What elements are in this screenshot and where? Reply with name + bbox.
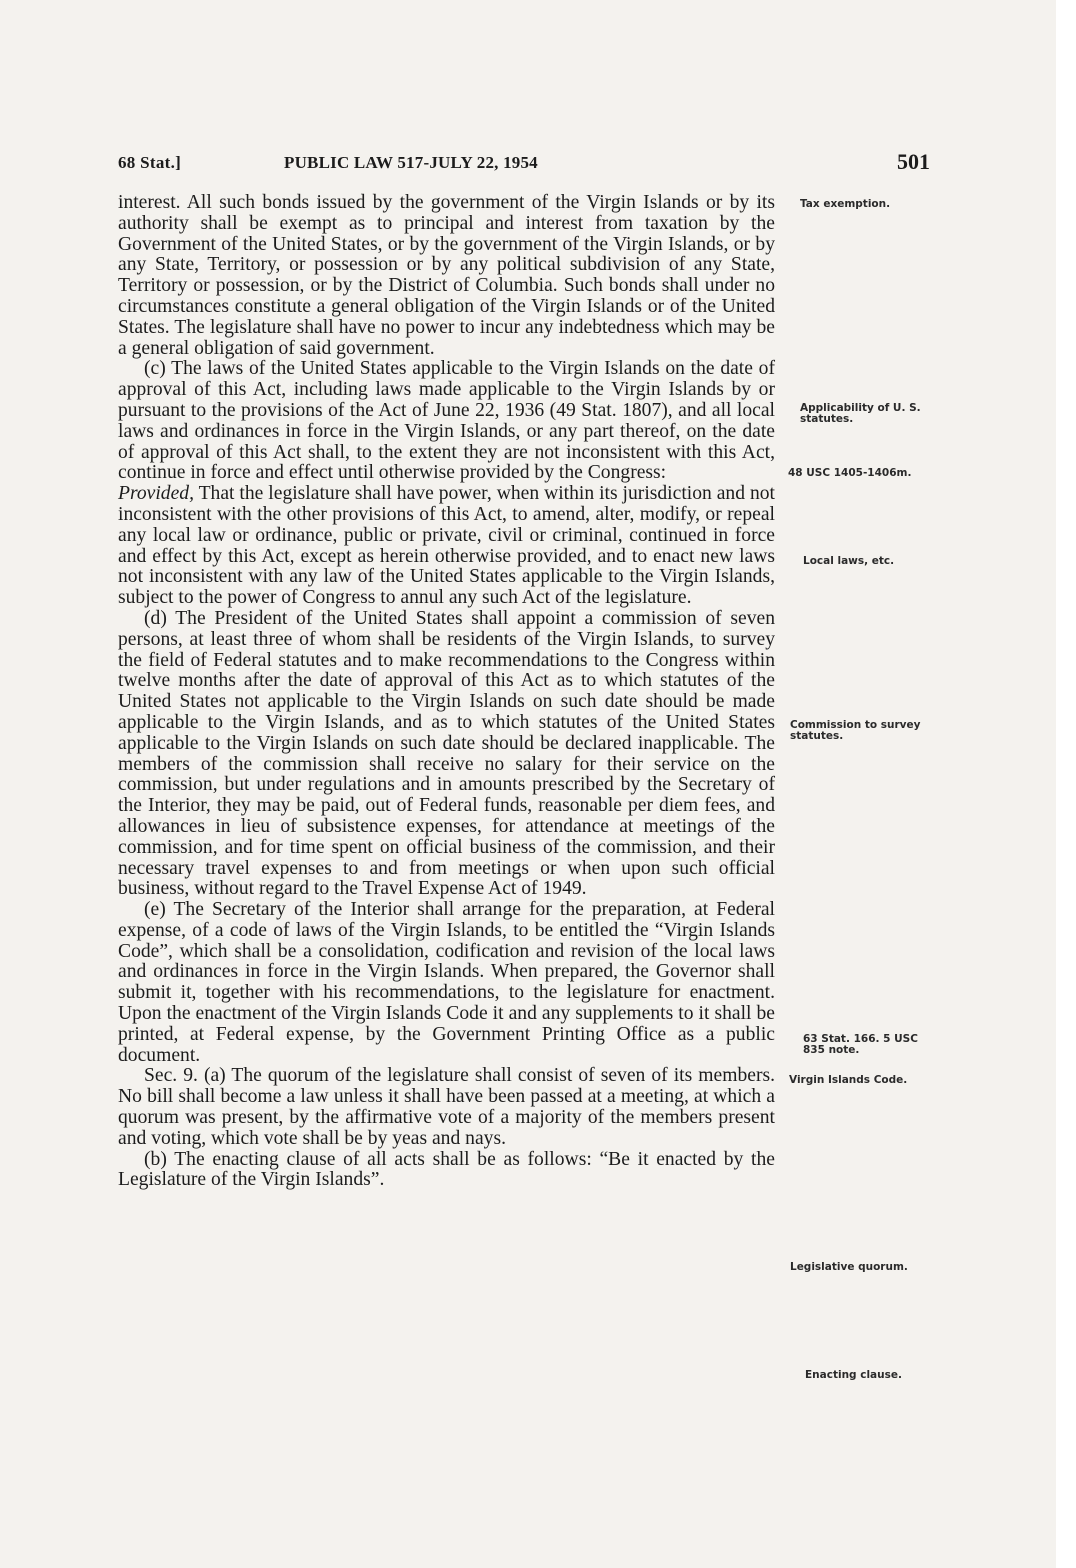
section-9-b: (b) The enacting clause of all acts shall be as follows: “Be it enacted by the Legislature of the Virgin Islands”. xyxy=(118,1148,775,1191)
paragraph-c: (c) The laws of the United States applicable to the Virgin Islands on the date of approval of this Act, including laws made applicable to the Virgin Islands by or pursuant to the provisions of the Act of June 22, 1936 (49 Stat. 1807), and all local laws and ordinances in force in the Virgin Islands, or any part thereof, on the date of approval of this Act shall, to the extent they are not inconsistent with this Act, continue in force and effect until otherwise provided by the Congress: xyxy=(118,358,775,484)
paragraph-bonds: interest. All such bonds issued by the government of the Virgin Islands or by its authority shall be exempt as to principal and interest from taxation by the Government of the United States, or by the government of the Virgin Islands, or by any State, Territory, or possession or by any political subdivision of any State, Territory or possession, or by the District of Columbia. Such bonds shall under no circumstances constitute a general obligation of the Virgin Islands or of the United States. The legislature shall have no power to incur any indebtedness which may be a general obligation of said government. xyxy=(118,192,775,359)
margin-note-commission: Commission to survey statutes. xyxy=(790,719,921,742)
paragraph-c-proviso xyxy=(118,484,775,609)
section-9-a: Sec. 9. (a) The quorum of the legislature shall consist of seven of its members. No bill shall become a law unless it shall have been passed at a meeting, at which a quorum was present, by the affirmative vote of a majority of the members present and voting, which vote shall be by yeas and nays. xyxy=(118,1065,775,1149)
proviso-text: That the legislature shall have power, when within its jurisdiction and not inconsistent with the other provisions of this Act, to amend, alter, modify, or repeal any local law or ordinance, public or private, civil or criminal, continued in force and effect by this Act, except as herein otherwise provided, and to enact new laws not inconsistent with any law of the United States applicable to the Virgin Islands, subject to the power of Congress to annul any such Act of the legislature. xyxy=(118,483,775,609)
running-title: PUBLIC LAW 517-JULY 22, 1954 xyxy=(284,153,538,172)
provided-term: Provided, xyxy=(118,483,194,505)
page-header xyxy=(118,149,930,179)
margin-note-quorum: Legislative quorum. xyxy=(790,1261,908,1273)
statute-volume: 68 Stat.] xyxy=(118,153,182,172)
margin-note-stat-citation: 63 Stat. 166. 5 USC 835 note. xyxy=(803,1033,918,1056)
margin-note-local-laws: Local laws, etc. xyxy=(803,555,895,567)
margin-note-enacting-clause: Enacting clause. xyxy=(805,1369,902,1381)
paragraph-e: (e) The Secretary of the Interior shall arrange for the preparation, at Federal expense, of a code of laws of the Virgin Islands, to be entitled the “Virgin Islands Code”, which shall be a consolidation, codification and revision of the local laws and ordinances in force in the Virgin Islands. When prepared, the Governor shall submit it, together with his recommendations, to the legislature for enactment. Upon the enactment of the Virgin Islands Code it and any supplements to it shall be printed, at Federal expense, by the Government Printing Office as a public document. xyxy=(118,899,775,1066)
page-edge xyxy=(1056,0,1076,1568)
margin-note-code: Virgin Islands Code. xyxy=(789,1074,908,1086)
margin-note-applicability: Applicability of U. S. statutes. xyxy=(800,402,921,425)
margin-note-usc-citation: 48 USC 1405-1406m. xyxy=(788,467,912,479)
body-text xyxy=(118,193,775,1191)
margin-note-tax-exemption: Tax exemption. xyxy=(800,198,891,210)
paragraph-d: (d) The President of the United States shall appoint a commission of seven persons, at least three of whom shall be residents of the Virgin Islands, to survey the field of Federal statutes and to make recommendations to the Congress within twelve months after the date of approval of this Act as to which statutes of the United States not applicable to the Virgin Islands on such date should be made applicable to the Virgin Islands, and as to which statutes of the United States applicable to the Virgin Islands on such date should be declared inapplicable. The members of the commission shall receive no salary for their service on the commission, but under regulations and in amounts prescribed by the Secretary of the Interior, they may be paid, out of Federal funds, reasonable per diem fees, and allowances in lieu of subsistence expenses, for attendance at meetings of the commission, and for time spent on official business of the commission, and their necessary travel expenses to and from meetings or when upon such official business, without regard to the Travel Expense Act of 1949. xyxy=(118,607,775,900)
page-number: 501 xyxy=(897,149,930,174)
